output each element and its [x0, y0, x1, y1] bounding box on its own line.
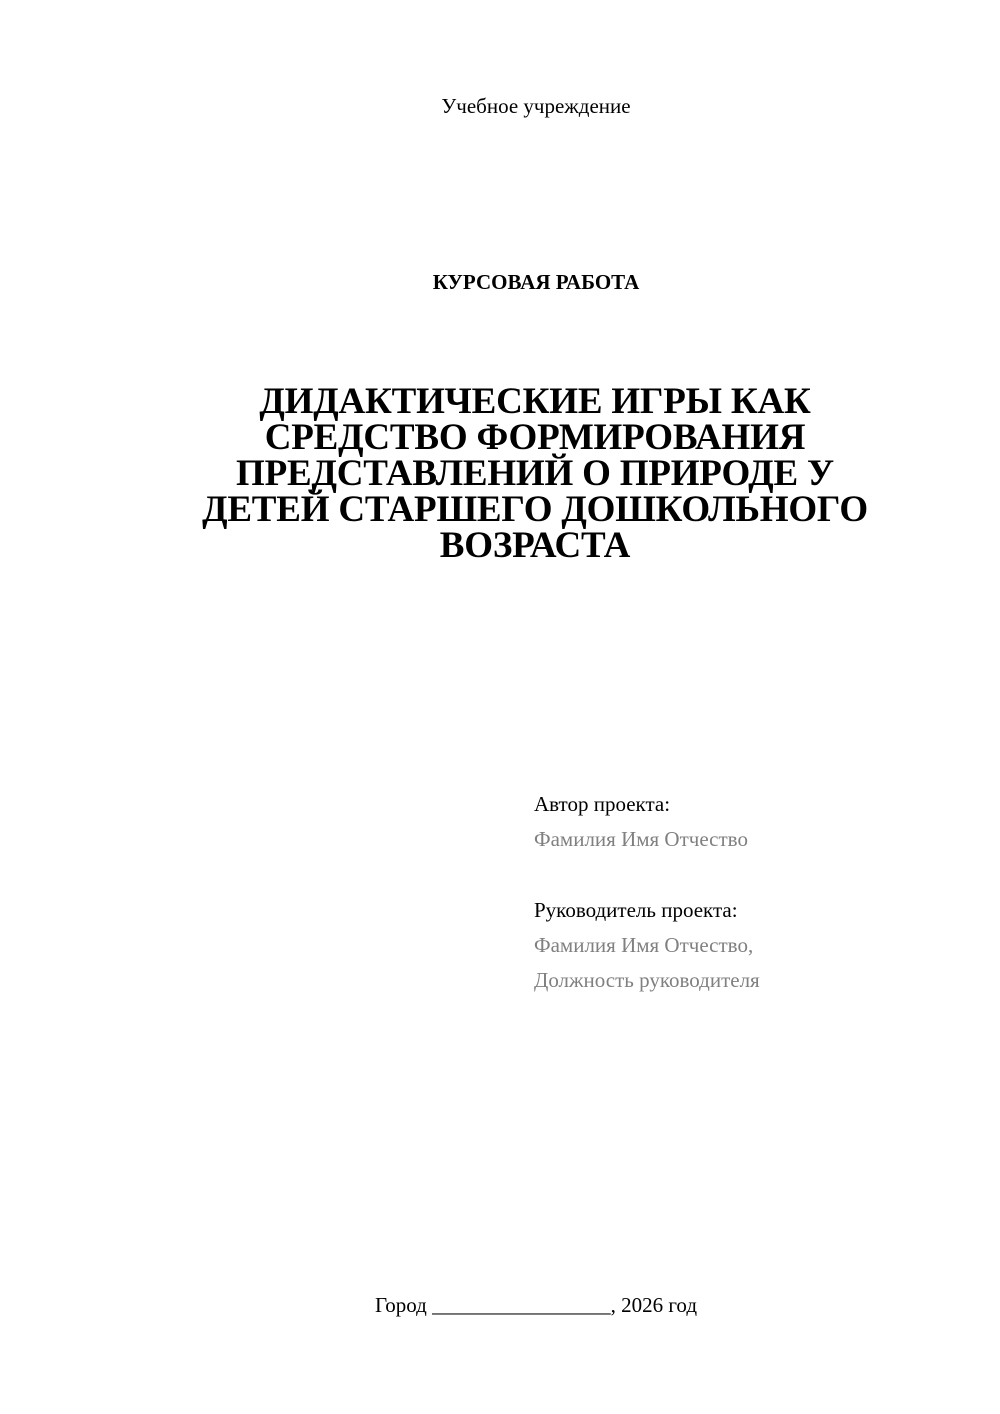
- title-line: СРЕДСТВО ФОРМИРОВАНИЯ: [264, 417, 806, 458]
- title-line: ДИДАКТИЧЕСКИЕ ИГРЫ КАК: [259, 381, 811, 422]
- title-line: ПРЕДСТАВЛЕНИЙ О ПРИРОДЕ У: [236, 453, 834, 494]
- supervisor-label: Руководитель проекта:: [534, 898, 738, 922]
- author-label: Автор проекта:: [534, 792, 671, 816]
- city-year-line: Город _________________, 2026 год: [374, 1293, 698, 1317]
- supervisor-name: Фамилия Имя Отчество,: [534, 933, 754, 957]
- title-line: ВОЗРАСТА: [439, 525, 631, 566]
- supervisor-position: Должность руководителя: [534, 968, 760, 992]
- work-type-heading: КУРСОВАЯ РАБОТА: [432, 270, 640, 294]
- document-title: [150, 381, 920, 566]
- institution-name: Учебное учреждение: [441, 94, 631, 118]
- project-info-block: [534, 787, 974, 998]
- title-line: ДЕТЕЙ СТАРШЕГО ДОШКОЛЬНОГО: [202, 489, 868, 530]
- spacer: [534, 857, 974, 893]
- author-name: Фамилия Имя Отчество: [534, 827, 748, 851]
